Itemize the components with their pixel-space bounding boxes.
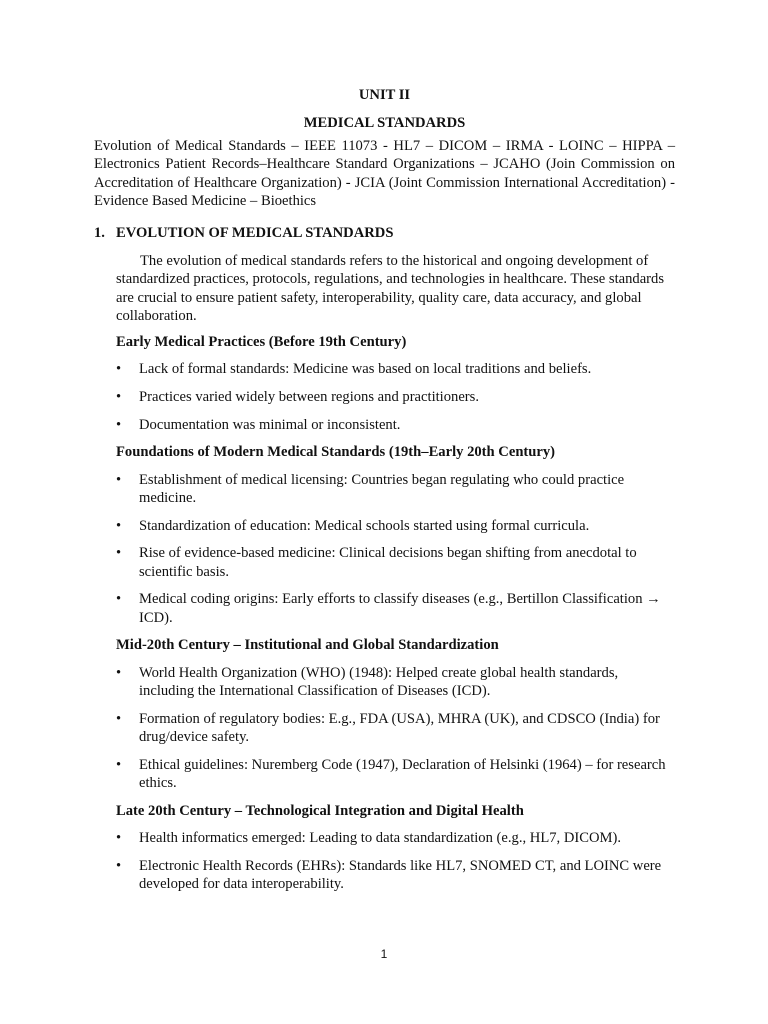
list-item-text: Formation of regulatory bodies: E.g., FDA (USA), MHRA (UK), and CDSCO (India) for drug/device safety. xyxy=(139,710,660,745)
subsection-group xyxy=(116,333,676,434)
bullet-icon: • xyxy=(116,756,122,773)
bullet-icon: • xyxy=(116,664,122,681)
bullet-icon: • xyxy=(116,471,122,488)
bullet-list xyxy=(116,471,676,627)
list-item-text: Health informatics emerged: Leading to data standardization (e.g., HL7, DICOM). xyxy=(139,830,621,846)
list-item-text: Practices varied widely between regions and practitioners. xyxy=(139,389,479,405)
list-item xyxy=(116,590,676,627)
section-heading xyxy=(94,224,675,242)
subsection-group xyxy=(116,636,676,792)
list-item-text: Medical coding origins: Early efforts to classify diseases (e.g., Bertillon Classification → ICD). xyxy=(139,591,661,626)
list-item xyxy=(116,857,676,894)
list-item xyxy=(116,360,676,378)
list-item xyxy=(116,664,676,701)
list-item xyxy=(116,471,676,508)
list-item-text: World Health Organization (WHO) (1948): Helped create global health standards, including the International Classification of Diseases (ICD). xyxy=(139,664,619,699)
list-item xyxy=(116,829,676,847)
bullet-icon: • xyxy=(116,830,122,846)
list-item-text: Standardization of education: Medical schools started using formal curricula. xyxy=(139,517,590,534)
bullet-icon: • xyxy=(116,416,122,433)
bullet-icon: • xyxy=(116,591,122,608)
list-item xyxy=(116,416,676,434)
list-item-text: Electronic Health Records (EHRs): Standards like HL7, SNOMED CT, and LOINC were developed for data interoperability. xyxy=(139,857,662,892)
subsections xyxy=(116,333,676,903)
list-item-text: Documentation was minimal or inconsistent. xyxy=(139,416,401,433)
subsection-heading: Early Medical Practices (Before 19th Century) xyxy=(116,334,407,350)
subsection-heading: Late 20th Century – Technological Integration and Digital Health xyxy=(116,802,524,819)
bullet-icon: • xyxy=(116,545,122,562)
page-number: 1 xyxy=(380,947,388,961)
bullet-list xyxy=(116,664,676,793)
list-item xyxy=(116,517,676,535)
bullet-icon: • xyxy=(116,389,122,405)
list-item xyxy=(116,388,676,406)
subsection-group xyxy=(116,443,676,627)
bullet-list xyxy=(116,829,676,893)
bullet-icon: • xyxy=(116,857,122,874)
list-item-text: Rise of evidence-based medicine: Clinical decisions began shifting from anecdotal to scientific basis. xyxy=(139,545,637,580)
list-item xyxy=(116,544,676,581)
unit-title: UNIT II xyxy=(358,87,411,103)
list-item-text: Lack of formal standards: Medicine was based on local traditions and beliefs. xyxy=(139,361,592,378)
list-item-text: Establishment of medical licensing: Countries began regulating who could practice medicine. xyxy=(139,471,625,506)
list-item xyxy=(116,710,676,747)
subsection-group xyxy=(116,802,676,894)
bullet-icon: • xyxy=(116,361,122,378)
syllabus-paragraph: Evolution of Medical Standards – IEEE 11073 - HL7 – DICOM – IRMA - LOINC – HIPPA – Electronics Patient Records–Healthcare Standard Organizations – JCAHO (Join Commission on Accreditation of Healthcare Organization) - JCIA (Joint Commission International Accreditation) - Evidence Based Medicine – Bioethics xyxy=(94,138,675,210)
bullet-icon: • xyxy=(116,517,122,534)
subsection-heading: Mid-20th Century – Institutional and Global Standardization xyxy=(116,637,499,654)
subsection-heading: Foundations of Modern Medical Standards (19th–Early 20th Century) xyxy=(116,444,556,461)
intro-paragraph: The evolution of medical standards refers to the historical and ongoing development of standardized practices, protocols, regulations, and technologies in healthcare. These standards are crucial to ensure patient safety, interoperability, quality care, data accuracy, and global collaboration. xyxy=(116,253,665,325)
document-title: MEDICAL STANDARDS xyxy=(303,115,466,131)
bullet-icon: • xyxy=(116,710,122,727)
section-title: EVOLUTION OF MEDICAL STANDARDS xyxy=(116,225,394,241)
bullet-list xyxy=(116,360,676,434)
section-number: 1. xyxy=(94,225,105,241)
list-item xyxy=(116,756,676,793)
list-item-text: Ethical guidelines: Nuremberg Code (1947), Declaration of Helsinki (1964) – for research ethics. xyxy=(139,756,666,791)
